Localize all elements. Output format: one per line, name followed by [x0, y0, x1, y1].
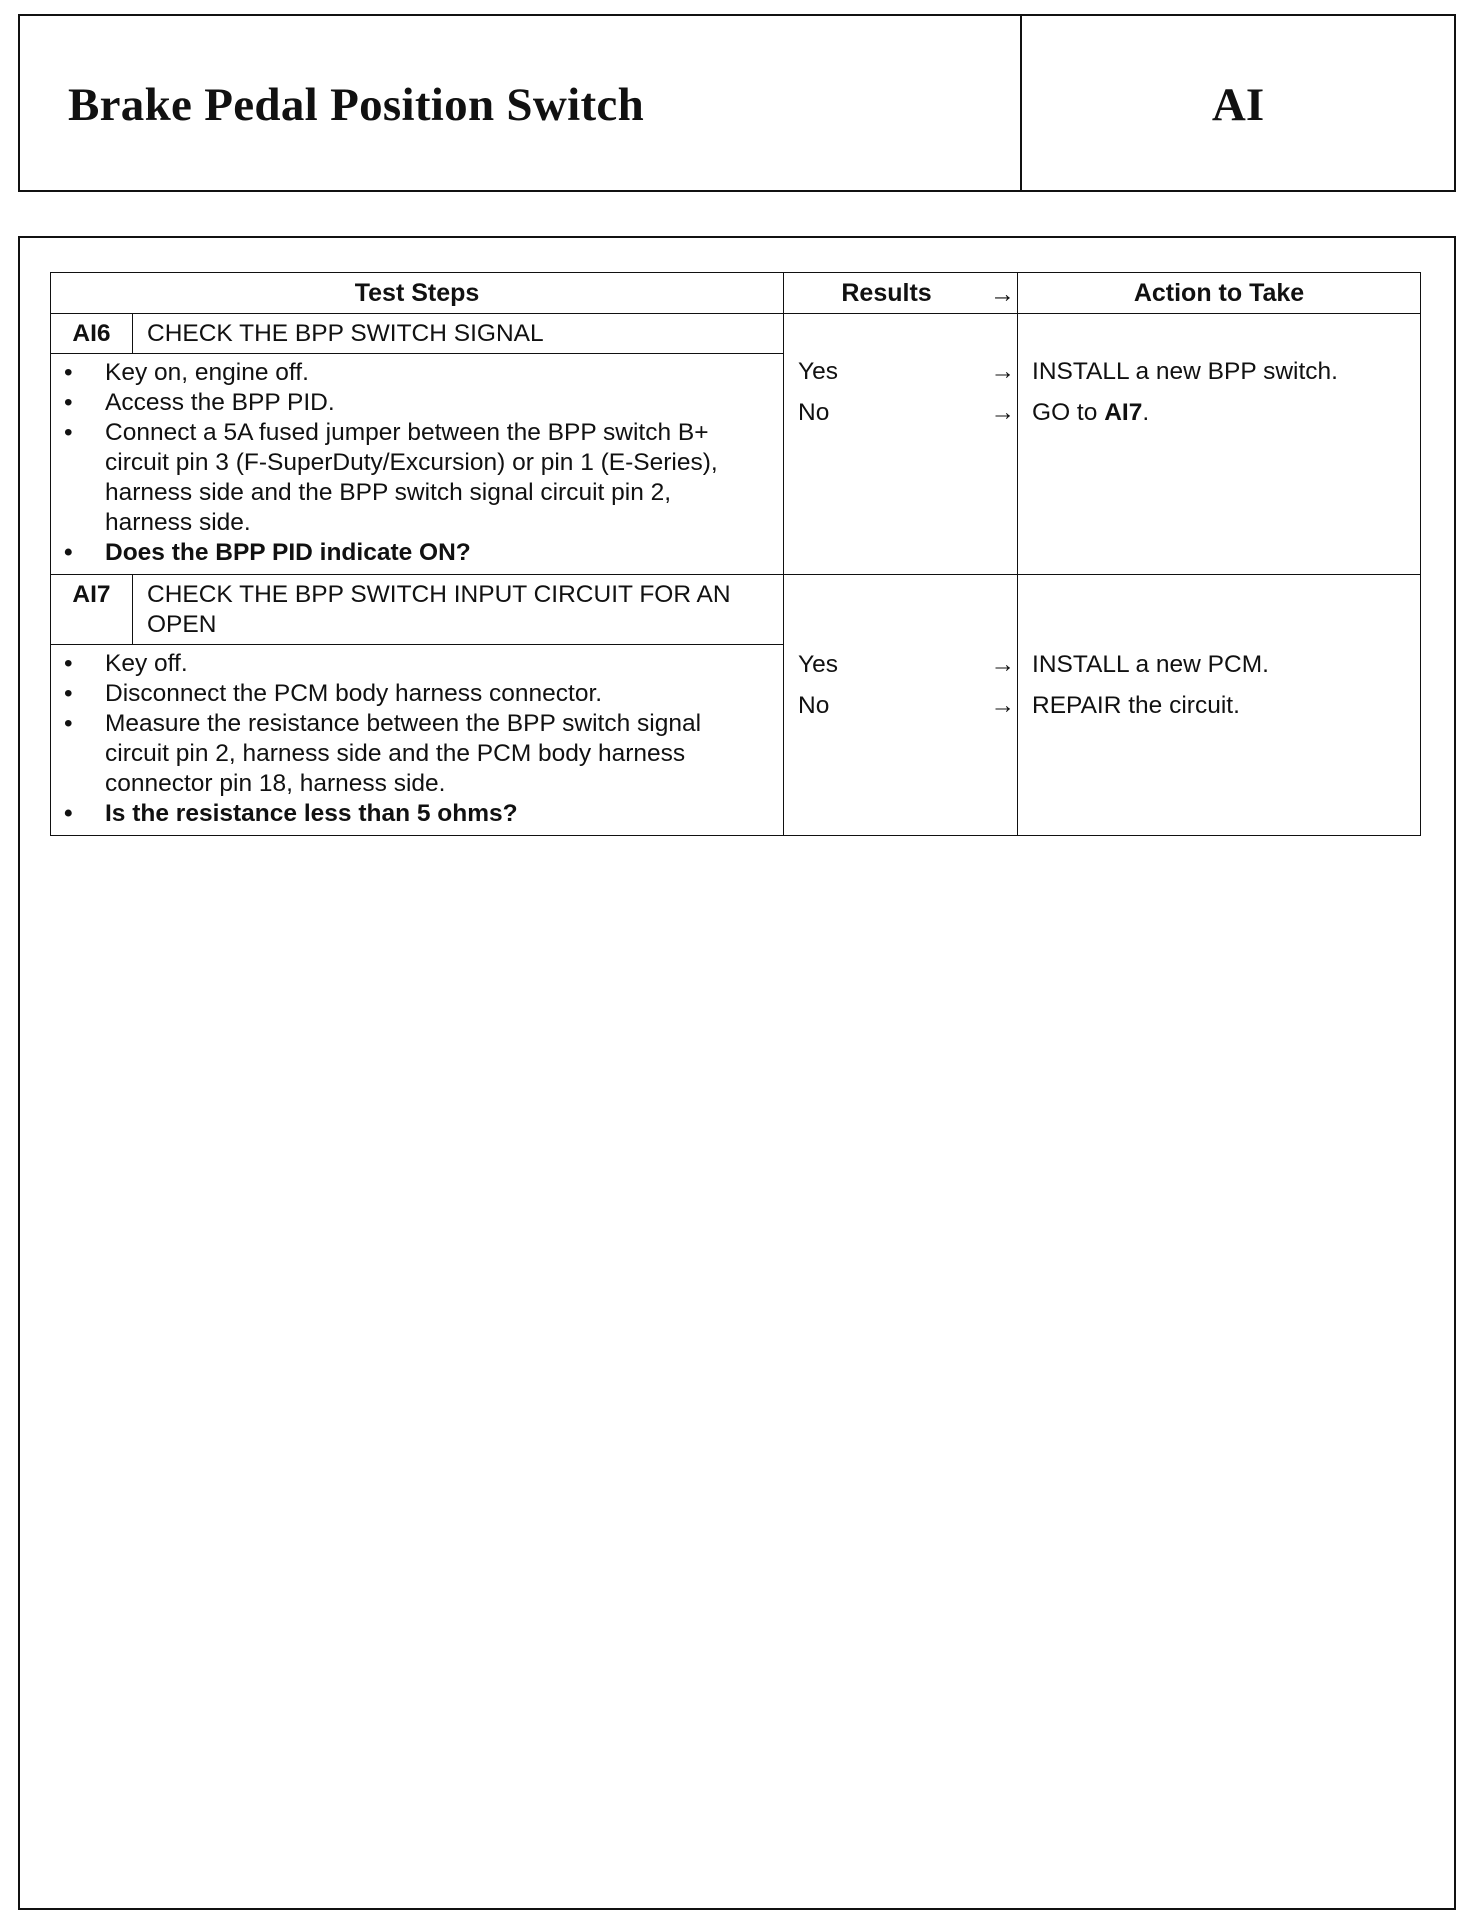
result-label: No — [798, 692, 830, 719]
column-header-test-steps: Test Steps — [51, 273, 784, 314]
column-header-action: Action to Take — [1018, 273, 1421, 314]
results-header-label: Results — [841, 279, 932, 307]
instruction-item: • Disconnect the PCM body harness connector. — [105, 679, 765, 709]
action-no — [1018, 398, 1420, 439]
test-steps-table — [50, 272, 1421, 836]
right-arrow-icon: → — [990, 692, 1016, 719]
instruction-item: • Measure the resistance between the BPP switch signal circuit pin 2, harness side and the PCM body harness connector pin 18, harness side. — [105, 709, 765, 799]
step-id: AI6 — [51, 314, 133, 354]
right-arrow-icon: → — [990, 280, 1016, 308]
step-instructions — [51, 645, 784, 836]
step-id: AI7 — [51, 575, 133, 645]
step-title-row — [51, 314, 1421, 354]
results-cell — [784, 575, 1018, 836]
step-title: CHECK THE BPP SWITCH INPUT CIRCUIT FOR AN OPEN — [133, 575, 784, 645]
goto-step-link[interactable]: AI7 — [1104, 399, 1143, 426]
step-question: • Does the BPP PID indicate ON? — [105, 538, 765, 568]
action-cell — [1018, 575, 1421, 836]
step-title: CHECK THE BPP SWITCH SIGNAL — [133, 314, 784, 354]
instruction-item: • Key on, engine off. — [105, 358, 765, 388]
result-no — [784, 691, 1017, 732]
action-yes: INSTALL a new BPP switch. — [1032, 358, 1338, 385]
column-header-results — [784, 273, 1018, 314]
action-no: REPAIR the circuit. — [1032, 692, 1240, 719]
result-yes — [784, 650, 1017, 691]
page-header — [18, 14, 1456, 192]
instruction-item: • Key off. — [105, 649, 765, 679]
right-arrow-icon: → — [990, 358, 1016, 385]
step-title-row — [51, 575, 1421, 645]
instruction-item: • Access the BPP PID. — [105, 388, 765, 418]
result-yes — [784, 357, 1017, 398]
table-header-row — [51, 273, 1421, 314]
action-suffix: . — [1142, 399, 1150, 426]
step-question: • Is the resistance less than 5 ohms? — [105, 799, 765, 829]
action-text: GO to — [1032, 399, 1105, 426]
right-arrow-icon: → — [990, 399, 1016, 426]
action-yes: INSTALL a new PCM. — [1032, 651, 1269, 678]
step-instructions — [51, 354, 784, 575]
result-label: No — [798, 399, 830, 426]
section-code: AI — [1211, 79, 1265, 131]
right-arrow-icon: → — [990, 651, 1016, 678]
instruction-item: • Connect a 5A fused jumper between the BPP switch B+ circuit pin 3 (F-SuperDuty/Excursion) or pin 1 (E-Series), harness side and the BPP switch signal circuit pin 2, harness side. — [105, 418, 765, 538]
results-cell — [784, 314, 1018, 575]
result-label: Yes — [798, 358, 838, 385]
result-no — [784, 398, 1017, 439]
action-cell — [1018, 314, 1421, 575]
page-title: Brake Pedal Position Switch — [68, 79, 645, 131]
result-label: Yes — [798, 651, 838, 678]
